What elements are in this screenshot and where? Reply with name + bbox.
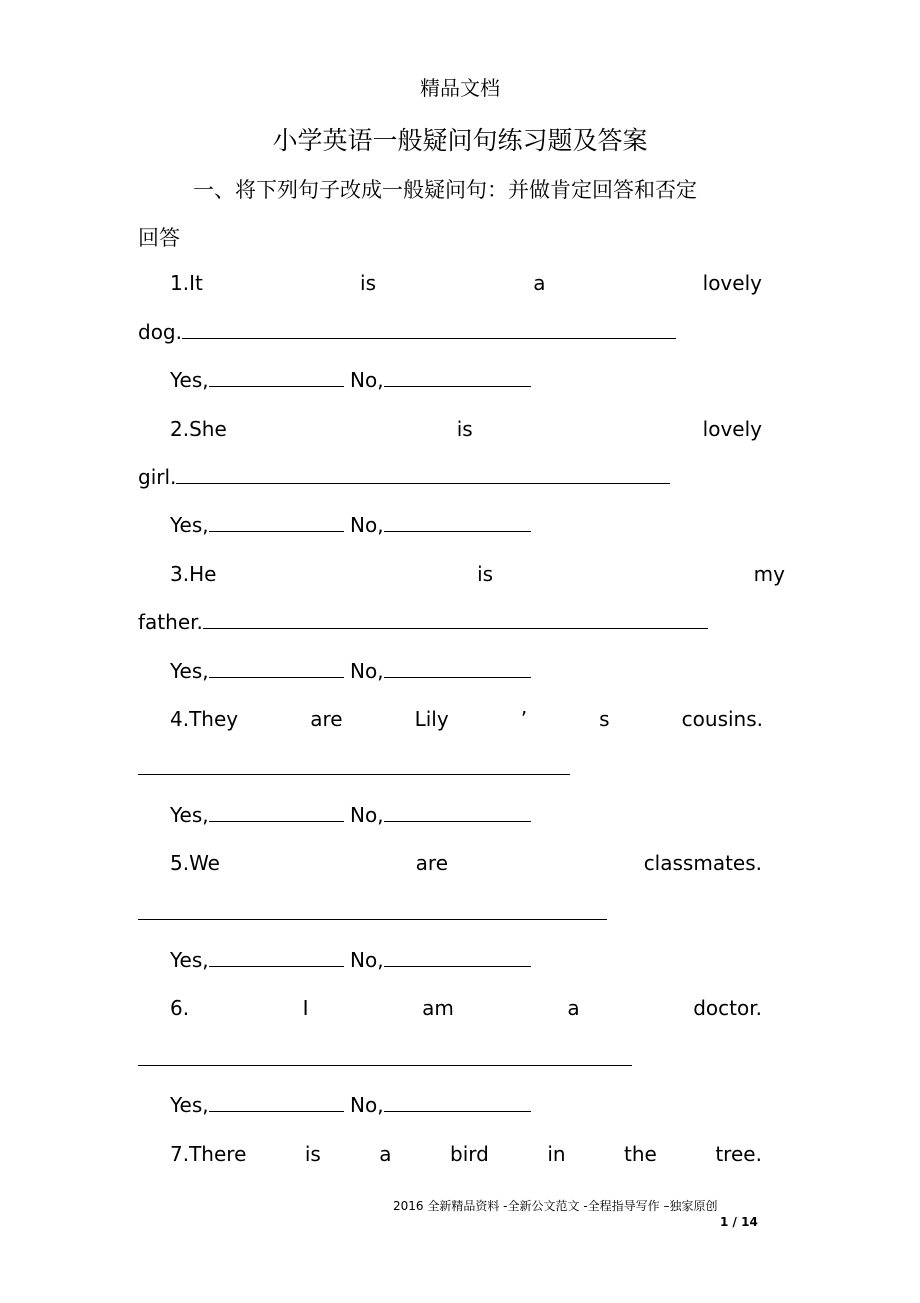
question-word: cousins.	[681, 707, 763, 731]
question-word: father.	[138, 610, 203, 634]
yes-label: Yes,	[170, 659, 209, 683]
question-word: doctor.	[693, 996, 762, 1020]
question-2-tail	[138, 465, 670, 489]
document-title: 小学英语一般疑问句练习题及答案	[272, 126, 648, 155]
question-word: are	[415, 851, 449, 875]
no-label: No,	[350, 659, 384, 683]
section-heading-continued: 回答	[138, 226, 180, 250]
yes-no-row	[170, 659, 531, 683]
yes-answer-blank[interactable]	[209, 368, 344, 387]
question-word: Lily	[414, 707, 449, 731]
question-word: is	[304, 1142, 321, 1166]
yes-answer-blank[interactable]	[209, 948, 344, 967]
question-word: is	[360, 271, 376, 295]
answer-blank[interactable]	[176, 465, 670, 484]
question-word: 3.He	[170, 562, 217, 586]
question-3-tail	[138, 610, 708, 634]
question-7-line	[170, 1142, 762, 1166]
question-word: the	[624, 1142, 657, 1166]
question-5-line	[170, 851, 762, 875]
no-label: No,	[350, 948, 384, 972]
question-word: 4.They	[170, 707, 239, 731]
yes-label: Yes,	[170, 1093, 209, 1117]
answer-blank[interactable]	[138, 774, 570, 775]
question-word: I	[302, 996, 309, 1020]
question-1-tail	[138, 320, 676, 344]
question-word: a	[533, 271, 546, 295]
question-word: s	[599, 707, 610, 731]
yes-label: Yes,	[170, 948, 209, 972]
question-word: are	[310, 707, 343, 731]
question-word: 2.She	[170, 417, 227, 441]
question-word: ’	[520, 707, 528, 731]
question-word: is	[477, 562, 494, 586]
question-word: lovely	[702, 417, 762, 441]
yes-answer-blank[interactable]	[209, 513, 344, 532]
yes-no-row	[170, 513, 531, 537]
question-word: girl.	[138, 465, 177, 489]
section-heading: 一、将下列句子改成一般疑问句：并做肯定回答和否定	[193, 178, 697, 202]
question-word: bird	[450, 1142, 489, 1166]
no-answer-blank[interactable]	[384, 513, 531, 532]
yes-no-row	[170, 803, 531, 827]
question-word: 5.We	[170, 851, 220, 875]
no-label: No,	[350, 513, 384, 537]
page-number: 1 / 14	[720, 1215, 758, 1229]
no-label: No,	[350, 368, 384, 392]
no-label: No,	[350, 1093, 384, 1117]
question-6-line	[170, 996, 762, 1020]
yes-no-row	[170, 948, 531, 972]
yes-answer-blank[interactable]	[209, 659, 344, 678]
yes-label: Yes,	[170, 803, 209, 827]
question-4-line	[170, 707, 763, 731]
question-word: am	[422, 996, 454, 1020]
question-word: a	[567, 996, 580, 1020]
question-word: is	[456, 417, 473, 441]
no-answer-blank[interactable]	[384, 368, 531, 387]
answer-blank[interactable]	[138, 1065, 632, 1066]
no-answer-blank[interactable]	[384, 659, 531, 678]
page-header: 精品文档	[420, 76, 500, 100]
question-word: my	[753, 562, 785, 586]
yes-answer-blank[interactable]	[209, 1093, 344, 1112]
no-label: No,	[350, 803, 384, 827]
answer-blank[interactable]	[182, 320, 676, 339]
no-answer-blank[interactable]	[384, 1093, 531, 1112]
yes-no-row	[170, 1093, 531, 1117]
question-3-line	[170, 562, 785, 586]
question-word: classmates.	[643, 851, 762, 875]
yes-label: Yes,	[170, 513, 209, 537]
question-word: 1.It	[170, 271, 203, 295]
question-word: 7.There	[170, 1142, 247, 1166]
yes-no-row	[170, 368, 531, 392]
answer-blank[interactable]	[138, 919, 607, 920]
question-word: lovely	[702, 271, 762, 295]
question-word: dog.	[138, 320, 182, 344]
question-word: in	[547, 1142, 566, 1166]
answer-blank[interactable]	[203, 610, 708, 629]
no-answer-blank[interactable]	[384, 948, 531, 967]
question-2-line	[170, 417, 762, 441]
question-word: tree.	[715, 1142, 762, 1166]
page-footer: 2016 全新精品资料 -全新公文范文 -全程指导写作 –独家原创	[393, 1199, 718, 1213]
question-word: 6.	[170, 996, 190, 1020]
no-answer-blank[interactable]	[384, 803, 531, 822]
yes-answer-blank[interactable]	[209, 803, 344, 822]
question-1-line	[170, 271, 762, 295]
yes-label: Yes,	[170, 368, 209, 392]
question-word: a	[379, 1142, 392, 1166]
